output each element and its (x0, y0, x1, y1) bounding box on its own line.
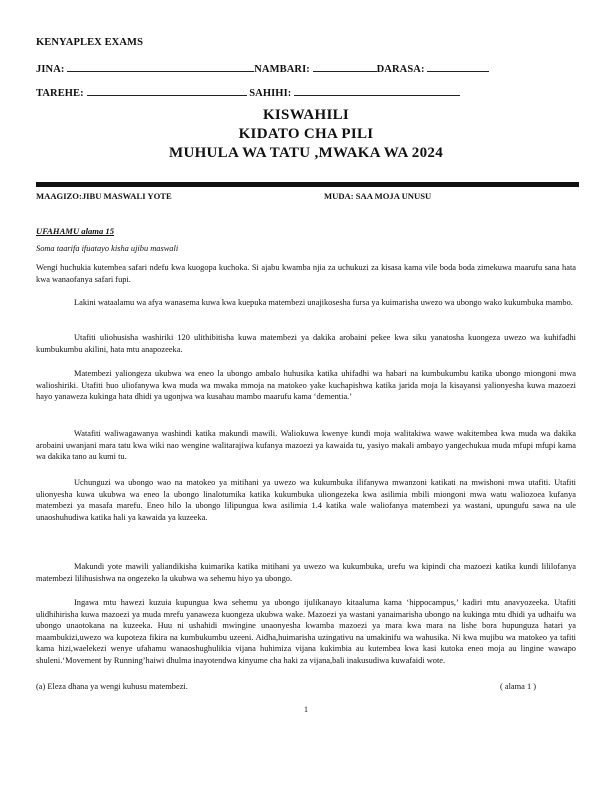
sahihi-label: SAHIHI: (249, 88, 292, 99)
darasa-label: DARASA: (376, 64, 425, 75)
jina-field[interactable] (67, 62, 254, 72)
exam-org: KENYAPLEX EXAMS (36, 37, 144, 48)
section-heading: UFAHAMU alama 15 (36, 226, 114, 236)
instructions-text: MAAGIZO:JIBU MASWALI YOTE (36, 191, 172, 201)
passage-paragraph-5: Watafiti waliwagawanya washindi katika makundi mawili. Waliokuwa kwenye kundi moja walitakiwa wawe wakitembea kwa muda wa dakika arobaini uwanjani mara tatu kwa wiki nao wengine walitarajiwa kufanya mazoezi ya kawaida tu, yasiyo makali ambayo yangechukua muda mfupi mfupi kama wa dakika tano au kumi tu. (36, 429, 576, 462)
section-instruction: Soma taarifa ifuatayo kisha ujibu maswali (36, 244, 179, 253)
header-divider (36, 182, 579, 187)
passage-paragraph-8: Ingawa mtu hawezi kuzuia kupungua kwa sehemu ya ubongo ijulikanayo kitaaluma kama ‘hippocampus,’ kadiri mtu anavyozeeka. Utafiti ulidhihirisha kuwa mazoezi ya muda mrefu yanaweza kuongeza ukubwa wake. Mazoezi ya wastani yanaimarisha ubongo na kukinga mtu dhidi ya udhaifu wa ubongo unaotokana na kuzeeka. Huu ni ushahidi mwingine unaonyesha kwamba mazoezi ya mara kwa mara na lishe bora hupunguza hatari ya maambukizi,uwezo wa kupoteza fikira na kumbukumbu uzeeni. Aidha,huimarisha uzingativu na umakinifu wa wahusika. Ni kwa mujibu wa matokeo ya tafiti kama hizi,waelekezi wenye ufahamu wanaoshughulikia vijana huhimiza vijana kukimbia au kutembea kwa kasi kutoka eneo moja au lingine wawapo shuleni.‘Movement by Running’haiwi dhulma inayotendwa kinyume cha haki za vijana,bali inakusudiwa kuwafaidi wote. (36, 598, 576, 665)
subject-title: KISWAHILI (262, 107, 350, 123)
form-title: KIDATO CHA PILI (238, 126, 374, 142)
tarehe-field[interactable] (87, 86, 247, 96)
question-a: (a) Eleza dhana ya wengi kuhusu matembezi. (36, 682, 188, 691)
nambari-label: NAMBARI: (254, 64, 310, 75)
darasa-field[interactable] (427, 62, 489, 72)
jina-label: JINA: (36, 64, 65, 75)
date-sign-row (36, 86, 576, 99)
tarehe-label: TAREHE: (36, 88, 84, 99)
passage-paragraph-2: Lakini wataalamu wa afya wanasema kuwa kwa kuepuka matembezi unajikosesha fursa ya kuimarisha uwezo wa ubongo wako kukumbuka mambo. (74, 298, 573, 307)
passage-paragraph-3: Utafiti uliohusisha washiriki 120 ulithibitisha kuwa matembezi ya dakika arobaini pekee kwa siku yanatosha kuongeza uwezo wa kuhifadhi kumbukumbu akilini, hata mtu anapozeeka. (36, 333, 576, 354)
duration-text: MUDA: SAA MOJA UNUSU (324, 191, 432, 201)
term-title: MUHULA WA TATU ,MWAKA WA 2024 (168, 145, 444, 161)
passage-paragraph-6: Uchunguzi wa ubongo wao na matokeo ya mitihani ya uwezo wa kukumbuka ilifanywa mwanzoni katikati na mwishoni mwa utafiti. Utafiti ulionyesha kuwa ukubwa wa eneo la ubongo linalotumika katika kukumbuka uliongezeka kwa asilimia mbili miongoni mwa watu waliozoea kufanya matembezi ya masafa marefu. Eneo hilo la ubongo lilipungua kwa asilimia 1.4 katika wale waliofanya matembezi ya wastani, upungufu sawa na ule unaoshuhudiwa katika hali ya kawaida ya kuzeeka. (36, 478, 576, 522)
nambari-field[interactable] (313, 62, 377, 72)
question-a-marks: ( alama 1 ) (500, 682, 537, 691)
passage-paragraph-4: Matembezi yaliongeza ukubwa wa eneo la ubongo ambalo huhusika katika uhifadhi wa habari na kumbukumbu katika ubongo miongoni mwa walioshiriki. Utafiti huo uliofanywa kwa muda wa mwaka mmoja na matokeo yake kuchapishwa katika jarida moja la kisayansi yalionyesha kuwa mazoezi hayo yanaweza kukinga hata dhidi ya ugonjwa wa kusahau mambo maarufu kama ‘dementia.’ (36, 369, 576, 402)
passage-paragraph-7: Makundi yote mawili yaliandikisha kuimarika katika mitihani ya uwezo wa kukumbuka, urefu wa kipindi cha mazoezi katika kundi lililofanya matembezi lilihusishwa na ongezeko la ukubwa wa sehemu hiyo ya ubongo. (36, 562, 576, 583)
page-number: 1 (304, 705, 308, 714)
sahihi-field[interactable] (294, 86, 460, 96)
student-info-row (36, 62, 576, 75)
passage-paragraph-1: Wengi huchukia kutembea safari ndefu kwa kuogopa kuchoka. Si ajabu kwamba njia za uchukuzi za kisasa kama vile boda boda zimekuwa maarufu sana hata kwa wanaofanya safari fupi. (36, 263, 576, 284)
